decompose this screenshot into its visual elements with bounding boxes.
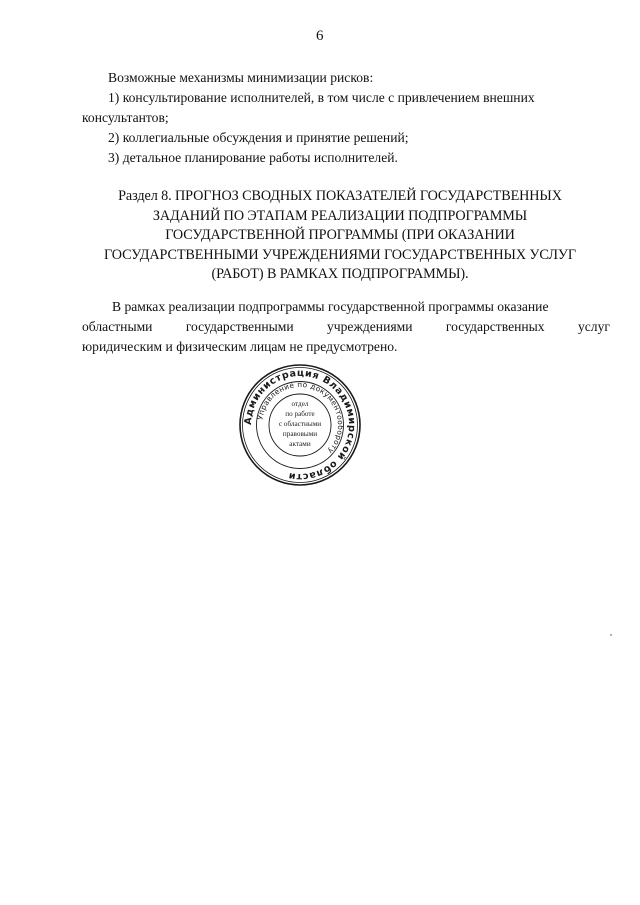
body-word: услуг <box>577 319 610 334</box>
seal-center-line: правовыми <box>282 430 318 438</box>
section-heading <box>70 187 610 285</box>
risk-item-3: 3) детальное планирование работы исполнителей. <box>108 150 398 165</box>
section-heading-line-4: ГОСУДАРСТВЕННЫМИ УЧРЕЖДЕНИЯМИ ГОСУДАРСТВЕННЫХ УСЛУГ <box>104 246 576 263</box>
seal-center-line: по работе <box>285 410 315 418</box>
page-number: 6 <box>316 28 324 44</box>
body-line-2 <box>82 317 610 337</box>
section-heading-line-5: (РАБОТ) В РАМКАХ ПОДПРОГРАММЫ). <box>211 266 469 282</box>
body-word: областными <box>82 319 153 334</box>
risk-item-1-line-1: 1) консультирование исполнителей, в том числе с привлечением внешних <box>108 90 535 105</box>
body-word: государственных <box>445 319 545 334</box>
risk-item-1-line-2: консультантов; <box>82 110 169 125</box>
section-heading-line-2: ЗАДАНИЙ ПО ЭТАПАМ РЕАЛИЗАЦИИ ПОДПРОГРАММЫ <box>152 207 528 224</box>
body-paragraph <box>82 297 610 357</box>
body-line-3: юридическим и физическим лицам не предусмотрено. <box>82 339 398 354</box>
risks-intro: Возможные механизмы минимизации рисков: <box>108 70 374 85</box>
body-line-1: В рамках реализации подпрограммы государственной программы оказание <box>112 299 549 314</box>
seal-center-line: отдел <box>291 400 309 408</box>
seal-outer-ring-text: Администрация Владимирской области <box>242 367 358 483</box>
body-word: учреждениями <box>327 319 413 334</box>
section-heading-line-1: Раздел 8. ПРОГНОЗ СВОДНЫХ ПОКАЗАТЕЛЕЙ ГОСУДАРСТВЕННЫХ <box>118 188 562 204</box>
risk-item-2: 2) коллегиальные обсуждения и принятие решений; <box>108 130 409 145</box>
body-word: государственными <box>185 319 294 334</box>
risk-mitigation-block <box>82 68 610 168</box>
official-seal <box>237 362 363 488</box>
scan-speck <box>610 634 612 636</box>
seal-center-line: актами <box>289 440 311 448</box>
section-heading-line-3: ГОСУДАРСТВЕННОЙ ПРОГРАММЫ (ПРИ ОКАЗАНИИ <box>165 227 515 243</box>
seal-center-line: с областными <box>278 420 322 428</box>
seal-inner-ring-text: Управление по документообороту <box>255 379 346 456</box>
